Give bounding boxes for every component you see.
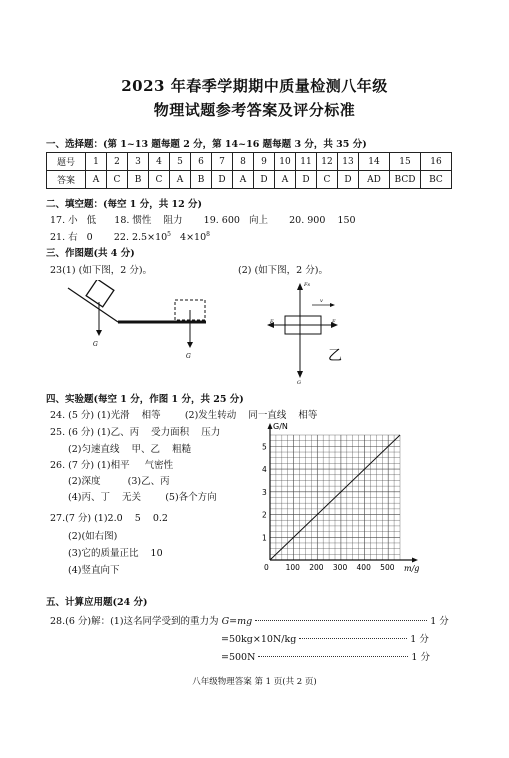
number-cell: 10	[275, 153, 296, 171]
answer-cell: BC	[421, 171, 452, 189]
exp-line-25: 25. (6 分) (1)乙、丙 受力面积 压力	[50, 427, 221, 438]
velocity-label: v	[320, 298, 323, 304]
number-cell: 13	[338, 153, 359, 171]
draw-q23-2: (2) (如下图，2 分)。	[238, 265, 328, 276]
section3-heading: 三、作图题(共 4 分)	[46, 248, 135, 259]
x-axis-arrowhead	[412, 558, 418, 563]
dotted-leader	[258, 656, 408, 657]
gravity-label-3: G	[297, 380, 301, 386]
calc-text-3: =500N	[221, 652, 256, 663]
number-cell: 2	[107, 153, 128, 171]
incline-surface	[68, 288, 118, 322]
gravity-arrowhead-1	[96, 330, 102, 336]
answer-cell: A	[170, 171, 191, 189]
answer-cell: C	[149, 171, 170, 189]
answer-cell: D	[254, 171, 275, 189]
number-cell: 8	[233, 153, 254, 171]
title-line2: 物理试题参考答案及评分标准	[153, 101, 356, 119]
answer-cell: D	[212, 171, 233, 189]
support-force-label: Fs	[304, 282, 311, 288]
y-tick-label: 2	[262, 510, 267, 520]
fill-line2-a: 21. 右 0 22. 2.5×10	[50, 232, 168, 243]
number-cell: 4	[149, 153, 170, 171]
velocity-arrowhead	[330, 303, 335, 307]
dotted-leader	[255, 620, 427, 621]
exp-line-27: 27.(7 分) (1)2.0 5 0.2	[50, 513, 168, 524]
number-cell: 15	[390, 153, 421, 171]
answer-cell: B	[191, 171, 212, 189]
calc-text-1: 28.(6 分)解：(1)这名同学受到的重力为	[50, 616, 219, 627]
answer-cell: B	[128, 171, 149, 189]
answer-label-cell: 答案	[47, 171, 86, 189]
exp-line-27c: (3)它的质量正比 10	[68, 548, 163, 559]
x-tick-labels	[264, 563, 395, 572]
gravity-label-1: G	[93, 341, 98, 348]
answer-cell: BCD	[390, 171, 421, 189]
x-tick-label: 300	[332, 563, 348, 572]
calc-line-2	[221, 631, 429, 645]
gravity-arrowhead-2	[187, 342, 193, 348]
number-cell: 16	[421, 153, 452, 171]
y-tick-label: 3	[262, 487, 267, 497]
incline-figure	[60, 280, 220, 360]
exp-line-26: 26. (7 分) (1)相平 气密性	[50, 460, 174, 471]
y-tick-labels	[262, 442, 267, 542]
number-cell: 5	[170, 153, 191, 171]
exp-line-24: 24. (5 分) (1)光滑 相等 (2)发生转动 同一直线 相等	[50, 410, 318, 421]
force-diagram	[250, 278, 370, 386]
x-tick-label: 200	[309, 563, 324, 572]
number-cell: 1	[86, 153, 107, 171]
x-axis-label: m/g	[404, 564, 420, 573]
answer-cell: A	[233, 171, 254, 189]
header-label-cell: 题号	[47, 153, 86, 171]
exp-line-27d: (4)竖直向下	[68, 565, 120, 576]
fill-line2-b: 4×10	[170, 232, 207, 243]
number-cell: 11	[296, 153, 317, 171]
number-cell: 9	[254, 153, 275, 171]
exp-line-26c: (4)丙、丁 无关 (5)各个方向	[68, 492, 217, 503]
score-2: 1 分	[410, 634, 429, 645]
exp-line-25b: (2)匀速直线 甲、乙 粗糙	[68, 444, 192, 455]
exp-line-27b: (2)(如右图)	[68, 531, 118, 542]
answer-cell: D	[338, 171, 359, 189]
fill-exp1: 5	[167, 230, 171, 238]
page-footer: 八年级物理答案 第 1 页(共 2 页)	[192, 677, 317, 687]
gravity-arrowhead-3	[297, 371, 303, 378]
section1-heading: 一、选择题：(第 1~13 题每题 2 分，第 14~16 题每题 3 分，共 35 分)	[46, 139, 367, 150]
draw-q23-1: 23(1) (如下图，2 分)。	[50, 265, 153, 276]
calc-text-2: =50kg×10N/kg	[221, 634, 297, 645]
right-force-label: F	[332, 319, 336, 325]
number-cell: 6	[191, 153, 212, 171]
score-1: 1 分	[430, 616, 449, 627]
y-tick-label: 1	[262, 533, 267, 543]
support-arrowhead	[297, 283, 303, 290]
answer-cell: C	[107, 171, 128, 189]
fill-line2	[50, 229, 210, 243]
section4-heading: 四、实验题(每空 1 分，作图 1 分，共 25 分)	[46, 394, 244, 405]
answer-cell: C	[317, 171, 338, 189]
score-3: 1 分	[411, 652, 430, 663]
table-row-answers	[47, 171, 452, 189]
left-force-label: F	[270, 319, 274, 325]
figure-label-yi: 乙	[328, 348, 342, 364]
number-cell: 7	[212, 153, 233, 171]
number-cell: 14	[359, 153, 390, 171]
title-line1: 2023 年春季学期期中质量检测八年级	[121, 77, 388, 95]
gravity-label-2: G	[186, 353, 191, 360]
number-cell: 3	[128, 153, 149, 171]
answer-cell: AD	[359, 171, 390, 189]
fill-line1: 17. 小 低 18. 惯性 阻力 19. 600 向上 20. 900 150	[50, 215, 356, 226]
section5-heading: 五、计算应用题(24 分)	[46, 597, 148, 608]
answer-cell: A	[86, 171, 107, 189]
calc-line-3	[221, 649, 430, 663]
exp-line-26b: (2)深度 (3)乙、丙	[68, 476, 170, 487]
x-tick-label: 100	[285, 563, 300, 572]
calc-line-1	[50, 613, 449, 627]
table-row-numbers	[47, 153, 452, 171]
x-tick-label: 400	[356, 563, 371, 572]
number-cell: 12	[317, 153, 338, 171]
y-axis-arrowhead	[268, 423, 273, 429]
x-tick-label: 0	[264, 563, 269, 572]
answer-cell: A	[275, 171, 296, 189]
mass-weight-chart	[250, 422, 420, 580]
dotted-leader	[299, 638, 407, 639]
section2-heading: 二、填空题：(每空 1 分，共 12 分)	[46, 199, 203, 210]
y-axis-label: G/N	[273, 422, 288, 431]
x-tick-label: 500	[380, 563, 395, 572]
answer-cell: D	[296, 171, 317, 189]
y-tick-label: 5	[262, 442, 267, 452]
y-tick-label: 4	[262, 465, 267, 475]
calc-formula: G=mg	[221, 616, 253, 627]
answer-table	[46, 152, 452, 189]
fill-exp2: 8	[206, 230, 210, 238]
